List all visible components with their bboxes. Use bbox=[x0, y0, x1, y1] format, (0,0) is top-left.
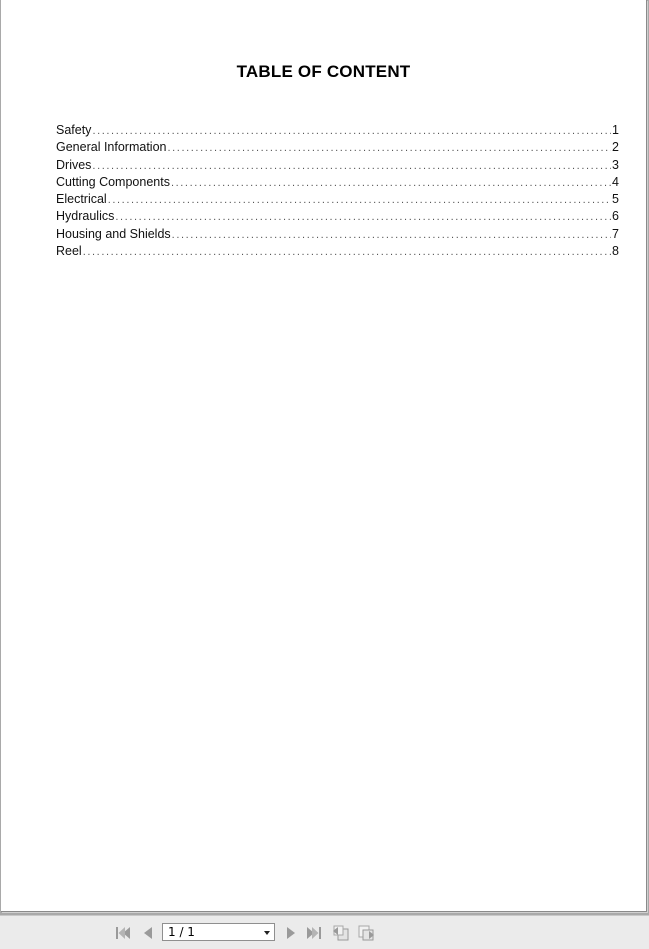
toc-entry-label: Safety bbox=[56, 123, 92, 137]
next-page-icon[interactable] bbox=[282, 924, 300, 942]
last-page-icon[interactable] bbox=[305, 924, 323, 942]
previous-page-icon[interactable] bbox=[139, 924, 157, 942]
toc-entry-label: Housing and Shields bbox=[56, 226, 171, 241]
toc-entry[interactable] bbox=[56, 244, 619, 261]
toc-entry-label: Electrical bbox=[56, 192, 107, 207]
table-of-contents bbox=[56, 123, 619, 261]
first-page-icon[interactable] bbox=[114, 924, 132, 942]
toc-entry[interactable] bbox=[56, 140, 619, 157]
toc-entry-page: 4 bbox=[612, 174, 619, 189]
toc-dot-leader bbox=[167, 142, 611, 154]
toc-dot-leader bbox=[115, 211, 611, 223]
toc-entry-label: Drives bbox=[56, 157, 92, 172]
toc-entry[interactable] bbox=[56, 209, 619, 226]
toc-entry-page: 5 bbox=[612, 192, 619, 207]
previous-view-icon[interactable] bbox=[332, 924, 350, 942]
toc-dot-leader bbox=[108, 194, 611, 206]
toc-entry-page: 1 bbox=[612, 123, 619, 137]
toc-dot-leader bbox=[171, 177, 611, 189]
toc-entry-label: Cutting Components bbox=[56, 174, 170, 189]
toc-entry-label: General Information bbox=[56, 140, 167, 155]
toc-dot-leader bbox=[172, 229, 611, 241]
navigation-toolbar bbox=[0, 915, 649, 949]
toc-dot-leader bbox=[92, 125, 611, 137]
toc-entry-label: Hydraulics bbox=[56, 209, 115, 224]
toc-dot-leader bbox=[92, 160, 611, 172]
toc-entry[interactable] bbox=[56, 123, 619, 140]
toc-entry-label: Reel bbox=[56, 244, 82, 259]
toc-entry-page: 3 bbox=[612, 157, 619, 172]
page-indicator: 1 / 1 bbox=[168, 925, 195, 939]
toc-entry-page: 2 bbox=[612, 140, 619, 155]
page-title: TABLE OF CONTENT bbox=[236, 62, 411, 81]
toc-entry[interactable] bbox=[56, 175, 619, 192]
page-number-select[interactable] bbox=[162, 923, 275, 941]
toc-entry[interactable] bbox=[56, 227, 619, 244]
toc-entry-page: 7 bbox=[612, 226, 619, 241]
next-view-icon[interactable] bbox=[357, 924, 375, 942]
chevron-down-icon[interactable] bbox=[264, 931, 270, 935]
toc-entry[interactable] bbox=[56, 192, 619, 209]
toc-entry-page: 8 bbox=[612, 244, 619, 259]
toc-dot-leader bbox=[83, 246, 611, 258]
document-page bbox=[1, 0, 647, 912]
toc-entry[interactable] bbox=[56, 158, 619, 175]
toc-entry-page: 6 bbox=[612, 209, 619, 224]
